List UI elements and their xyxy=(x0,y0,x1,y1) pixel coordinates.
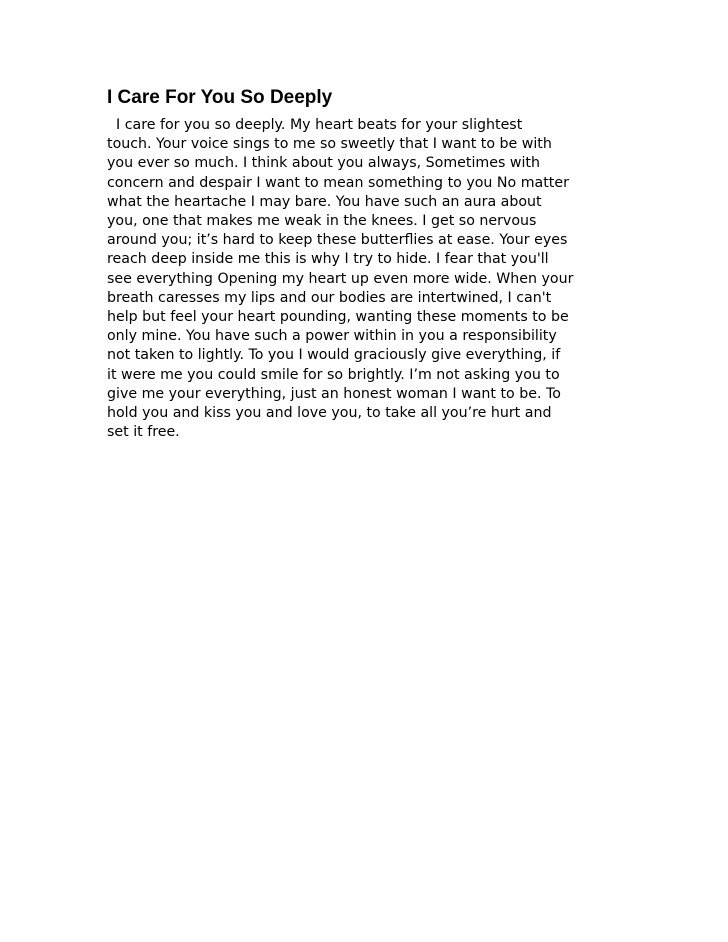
poem-line: not taken to lightly. To you I would graciously give everything, if xyxy=(107,347,561,364)
poem-line: see everything Opening my heart up even more wide. When your xyxy=(107,270,574,287)
poem-line: only mine. You have such a power within in you a responsibility xyxy=(107,328,557,345)
poem-line: give me your everything, just an honest woman I want to be. To xyxy=(107,385,561,402)
poem-line: set it free. xyxy=(107,424,180,441)
poem-line: what the heartache I may bare. You have such an aura about xyxy=(107,193,542,210)
poem-body xyxy=(107,116,627,442)
poem-line: breath caresses my lips and our bodies are intertwined, I can't xyxy=(107,289,552,306)
poem-line: reach deep inside me this is why I try to hide. I fear that you'll xyxy=(107,251,549,268)
document-title: I Care For You So Deeply xyxy=(107,87,333,108)
poem-line: help but feel your heart pounding, wanting these moments to be xyxy=(107,309,569,326)
poem-line: you ever so much. I think about you always, Sometimes with xyxy=(107,155,540,172)
poem-line: touch. Your voice sings to me so sweetly that I want to be with xyxy=(107,136,552,153)
poem-line: you, one that makes me weak in the knees. I get so nervous xyxy=(107,213,537,230)
poem-line: around you; it’s hard to keep these butterflies at ease. Your eyes xyxy=(107,232,568,249)
poem-line: I care for you so deeply. My heart beats for your slightest xyxy=(107,117,523,133)
poem-line: hold you and kiss you and love you, to take all you’re hurt and xyxy=(107,405,552,422)
poem-line: it were me you could smile for so brightly. I’m not asking you to xyxy=(107,366,560,383)
poem-line: concern and despair I want to mean something to you No matter xyxy=(107,174,569,191)
